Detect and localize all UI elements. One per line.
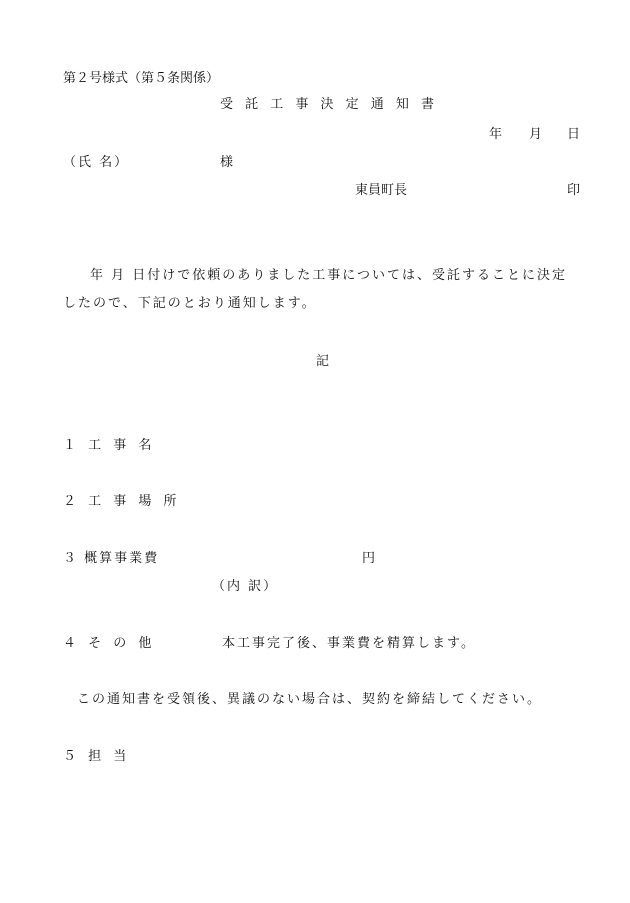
- cost-unit-yen: 円: [362, 551, 376, 566]
- body-paragraph-line-2: したので、下記のとおり通知します。: [63, 296, 317, 311]
- date-month-label: 月: [529, 127, 543, 142]
- date-year-label: 年: [489, 127, 503, 142]
- body-paragraph-line-1: 年 月 日付けで依頼のありました工事については、受託することに決定: [90, 268, 568, 283]
- date-day-label: 日: [567, 127, 581, 142]
- item-construction-name: １ 工 事 名: [63, 438, 156, 453]
- item-person-in-charge: ５ 担 当: [63, 749, 131, 764]
- form-number: 第２号様式（第５条関係）: [63, 71, 220, 86]
- seal-mark: 印: [567, 183, 581, 198]
- cost-breakdown-label: （内 訳）: [212, 579, 279, 594]
- addressee-name-label: （氏 名）: [63, 155, 130, 170]
- contract-note: この通知書を受領後、異議のない場合は、契約を締結してください。: [77, 692, 543, 707]
- addressee-honorific: 様: [220, 155, 234, 170]
- item-other-text: 本工事完了後、事業費を精算します。: [222, 636, 476, 651]
- item-estimated-cost: ３ 概算事業費: [63, 551, 160, 566]
- document-title: 受 託 工 事 決 定 通 知 書: [220, 97, 439, 112]
- ki-heading: 記: [316, 354, 330, 369]
- item-construction-site: ２ 工 事 場 所: [63, 494, 181, 509]
- item-other: ４ そ の 他: [63, 636, 156, 651]
- sender-name: 東員町長: [355, 183, 408, 198]
